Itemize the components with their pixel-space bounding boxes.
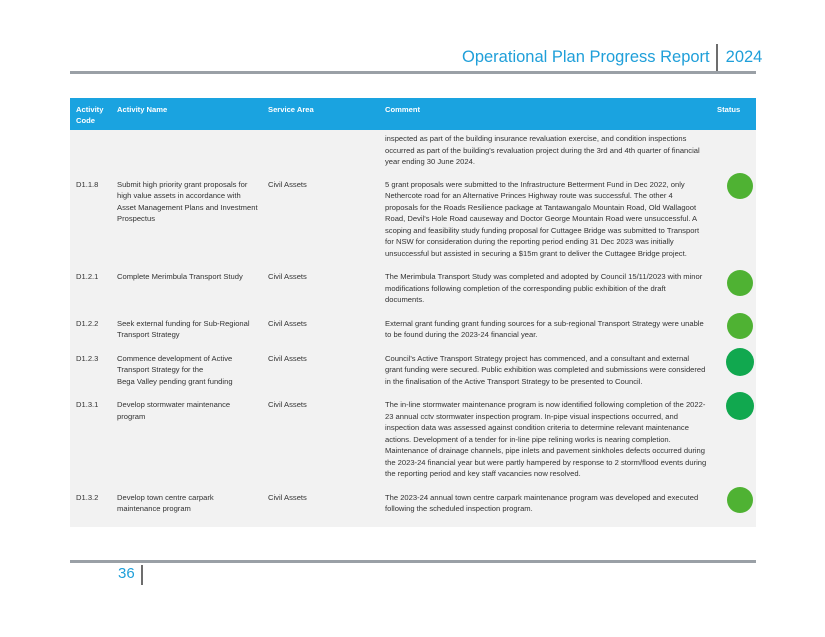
report-header — [462, 44, 762, 70]
row-comment: The Merimbula Transport Study was completed and adopted by Council 15/11/2023 with minor modifications following completion of the corresponding public exhibition of the draft documents. — [379, 271, 711, 318]
row-activity-name: Develop stormwater maintenance program — [111, 399, 262, 492]
page-number: 36 — [118, 565, 135, 582]
row-service-area: Civil Assets — [262, 318, 379, 353]
header-separator — [716, 44, 718, 71]
row-code: D1.2.1 — [70, 271, 111, 318]
status-dot — [726, 348, 754, 376]
row-comment: The in-line stormwater maintenance program is now identified following completion of the 2022-23 annual cctv stormwater inspection program. In-pipe visual inspections occurred, and inspection data was assessed against condition criteria to determine relevant maintenance actions. Development of a tender for in-line pipe relining works is nearing completion. Maintenance of drainage channels, pipe inlets and pavement sinkholes defects occurred during the 2023-24 financial year but were partly hampered by response to 2 storm/flood events during the reporting period and key staff vacancies now resolved. — [379, 399, 711, 492]
table-row — [70, 492, 756, 527]
row-comment: Council's Active Transport Strategy project has commenced, and a consultant and external grant funding were secured. Public exhibition was completed and submissions were considered in the finalisation of the Active Transport Strategy to be presented to Council. — [379, 353, 711, 400]
status-dot — [727, 173, 753, 199]
table-row — [70, 353, 756, 400]
col-status: Status — [711, 98, 756, 130]
page-number-bar — [141, 565, 143, 585]
row-status — [711, 353, 756, 400]
row-service-area: Civil Assets — [262, 353, 379, 400]
report-year: 2024 — [725, 47, 763, 66]
table-row — [70, 399, 756, 492]
row-activity-name: Commence development of Active Transport Strategy for the Bega Valley pending grant funding — [111, 353, 262, 400]
row-code: D1.2.2 — [70, 318, 111, 353]
row-activity-name: Seek external funding for Sub-Regional Transport Strategy — [111, 318, 262, 353]
row-code: D1.3.2 — [70, 492, 111, 527]
row-comment: The 2023-24 annual town centre carpark maintenance program was developed and executed following the scheduled inspection program. — [379, 492, 711, 527]
row-comment: External grant funding grant funding sources for a sub-regional Transport Strategy were unable to be found during the 2023-24 financial year. — [379, 318, 711, 353]
row-service-area: Civil Assets — [262, 399, 379, 492]
table-row — [70, 318, 756, 353]
footer-rule — [70, 560, 756, 563]
col-comment: Comment — [379, 98, 711, 130]
table-row — [70, 271, 756, 318]
status-dot — [726, 392, 754, 420]
table-row — [70, 179, 756, 272]
report-title: Operational Plan Progress Report — [462, 47, 710, 66]
row-status — [711, 492, 756, 527]
col-service-area: Service Area — [262, 98, 379, 130]
row-activity-name: Develop town centre carpark maintenance program — [111, 492, 262, 527]
status-dot — [727, 270, 753, 296]
row-service-area: Civil Assets — [262, 271, 379, 318]
row-comment: inspected as part of the building insurance revaluation exercise, and condition inspections occurred as part of the building's revaluation project during the 3rd and 4th quarter of financial year ending 30 June 2024. — [379, 130, 711, 179]
table-header-row — [70, 98, 756, 130]
row-code: D1.2.3 — [70, 353, 111, 400]
row-service-area: Civil Assets — [262, 492, 379, 527]
row-status — [711, 318, 756, 353]
status-dot — [727, 313, 753, 339]
activity-table — [70, 98, 756, 527]
row-activity-name: Complete Merimbula Transport Study — [111, 271, 262, 318]
row-comment: 5 grant proposals were submitted to the Infrastructure Betterment Fund in Dec 2022, only Nethercote road for an Alternative Princes Highway route was successful. The other 4 proposals for the Roads Resilience package at Tantawangalo Mountain Road, Old Wallagoot Road, Devil's Hole Road causeway and Doctor George Mountain Road were unsuccessful. A scoping and feasibility study funding proposal for Cuttagee Bridge was submitted to Transport for NSW for consideration during the reporting period ending 31 Dec 2023 was initially unsuccessful but assisted in securing a $15m grant to deliver the Cuttagee Bridge project. — [379, 179, 711, 272]
row-activity-name: Submit high priority grant proposals for high value assets in accordance with Asset Management Plans and Investment Prospectus — [111, 179, 262, 272]
row-status — [711, 399, 756, 492]
table-row-continuation — [70, 130, 756, 179]
row-code: D1.3.1 — [70, 399, 111, 492]
col-activity-code: Activity Code — [70, 98, 111, 130]
row-service-area: Civil Assets — [262, 179, 379, 272]
row-code: D1.1.8 — [70, 179, 111, 272]
status-dot — [727, 487, 753, 513]
row-status — [711, 271, 756, 318]
header-rule — [70, 71, 756, 74]
row-status — [711, 179, 756, 272]
col-activity-name: Activity Name — [111, 98, 262, 130]
